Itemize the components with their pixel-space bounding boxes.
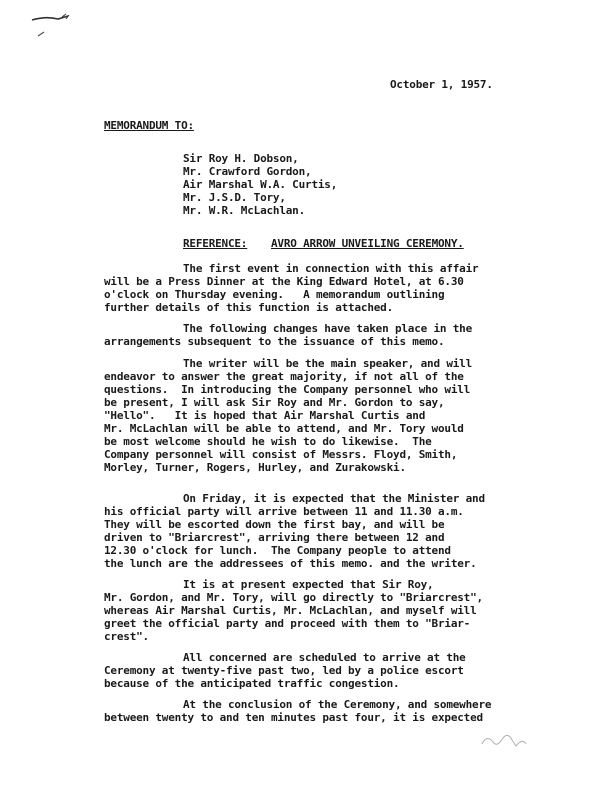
paragraph-line: further details of this function is attached. [104,301,394,314]
reference-label: REFERENCE: [183,237,248,250]
handwritten-mark-bottom-right [476,728,536,754]
paragraph-line: arrangements subsequent to the issuance of this memo. [104,335,445,348]
paragraph-line: At the conclusion of the Ceremony, and somewhere [183,698,492,711]
pen-mark-top-left [24,12,84,46]
paragraph-line: It is at present expected that Sir Roy, [183,578,434,591]
paragraph-line: be present, I will ask Sir Roy and Mr. Gordon to say, [104,396,445,409]
paragraph-line: whereas Air Marshal Curtis, Mr. McLachlan, and myself will [104,604,477,617]
paragraph-line: driven to "Briarcrest", arriving there between 12 and [104,531,445,544]
paragraph-line: Morley, Turner, Rogers, Hurley, and Zurakowski. [104,461,406,474]
memo-heading: MEMORANDUM TO: [104,119,194,132]
paragraph-line: his official party will arrive between 11 and 11.30 a.m. [104,505,464,518]
paragraph-line: The first event in connection with this affair [183,262,479,275]
paragraph-line: the lunch are the addressees of this memo. and the writer. [104,557,477,570]
paragraph-line: On Friday, it is expected that the Minister and [183,492,485,505]
paragraph-line: Ceremony at twenty-five past two, led by a police escort [104,664,464,677]
addressee: Mr. Crawford Gordon, [183,165,312,178]
paragraph-line: be most welcome should he wish to do likewise. The [104,435,432,448]
paragraph-line: because of the anticipated traffic congestion. [104,677,400,690]
paragraph-line: All concerned are scheduled to arrive at the [183,651,466,664]
paragraph-line: o'clock on Thursday evening. A memorandum outlining [104,288,445,301]
paragraph-line: will be a Press Dinner at the King Edward Hotel, at 6.30 [104,275,464,288]
paragraph-line: endeavor to answer the great majority, if not all of the [104,370,464,383]
addressee: Mr. J.S.D. Tory, [183,191,286,204]
paragraph-line: Company personnel will consist of Messrs. Floyd, Smith, [104,448,458,461]
paragraph-line: Mr. Gordon, and Mr. Tory, will go directly to "Briarcrest", [104,591,483,604]
paragraph-line: Mr. McLachlan will be able to attend, and Mr. Tory would [104,422,464,435]
paragraph-line: 12.30 o'clock for lunch. The Company people to attend [104,544,451,557]
paragraph-line: They will be escorted down the first bay, and will be [104,518,445,531]
paragraph-line: The following changes have taken place in the [183,322,473,335]
paragraph-line: questions. In introducing the Company personnel who will [104,383,471,396]
paragraph-line: between twenty to and ten minutes past four, it is expected [104,711,483,724]
addressee: Sir Roy H. Dobson, [183,152,299,165]
memo-date: October 1, 1957. [390,78,493,91]
paragraph-line: The writer will be the main speaker, and will [183,357,473,370]
paragraph-line: greet the official party and proceed with them to "Briar- [104,617,471,630]
addressee: Air Marshal W.A. Curtis, [183,178,338,191]
paragraph-line: crest". [104,630,149,643]
paragraph-line: "Hello". It is hoped that Air Marshal Curtis and [104,409,426,422]
reference-text: AVRO ARROW UNVEILING CEREMONY. [271,237,464,250]
addressee: Mr. W.R. McLachlan. [183,204,306,217]
